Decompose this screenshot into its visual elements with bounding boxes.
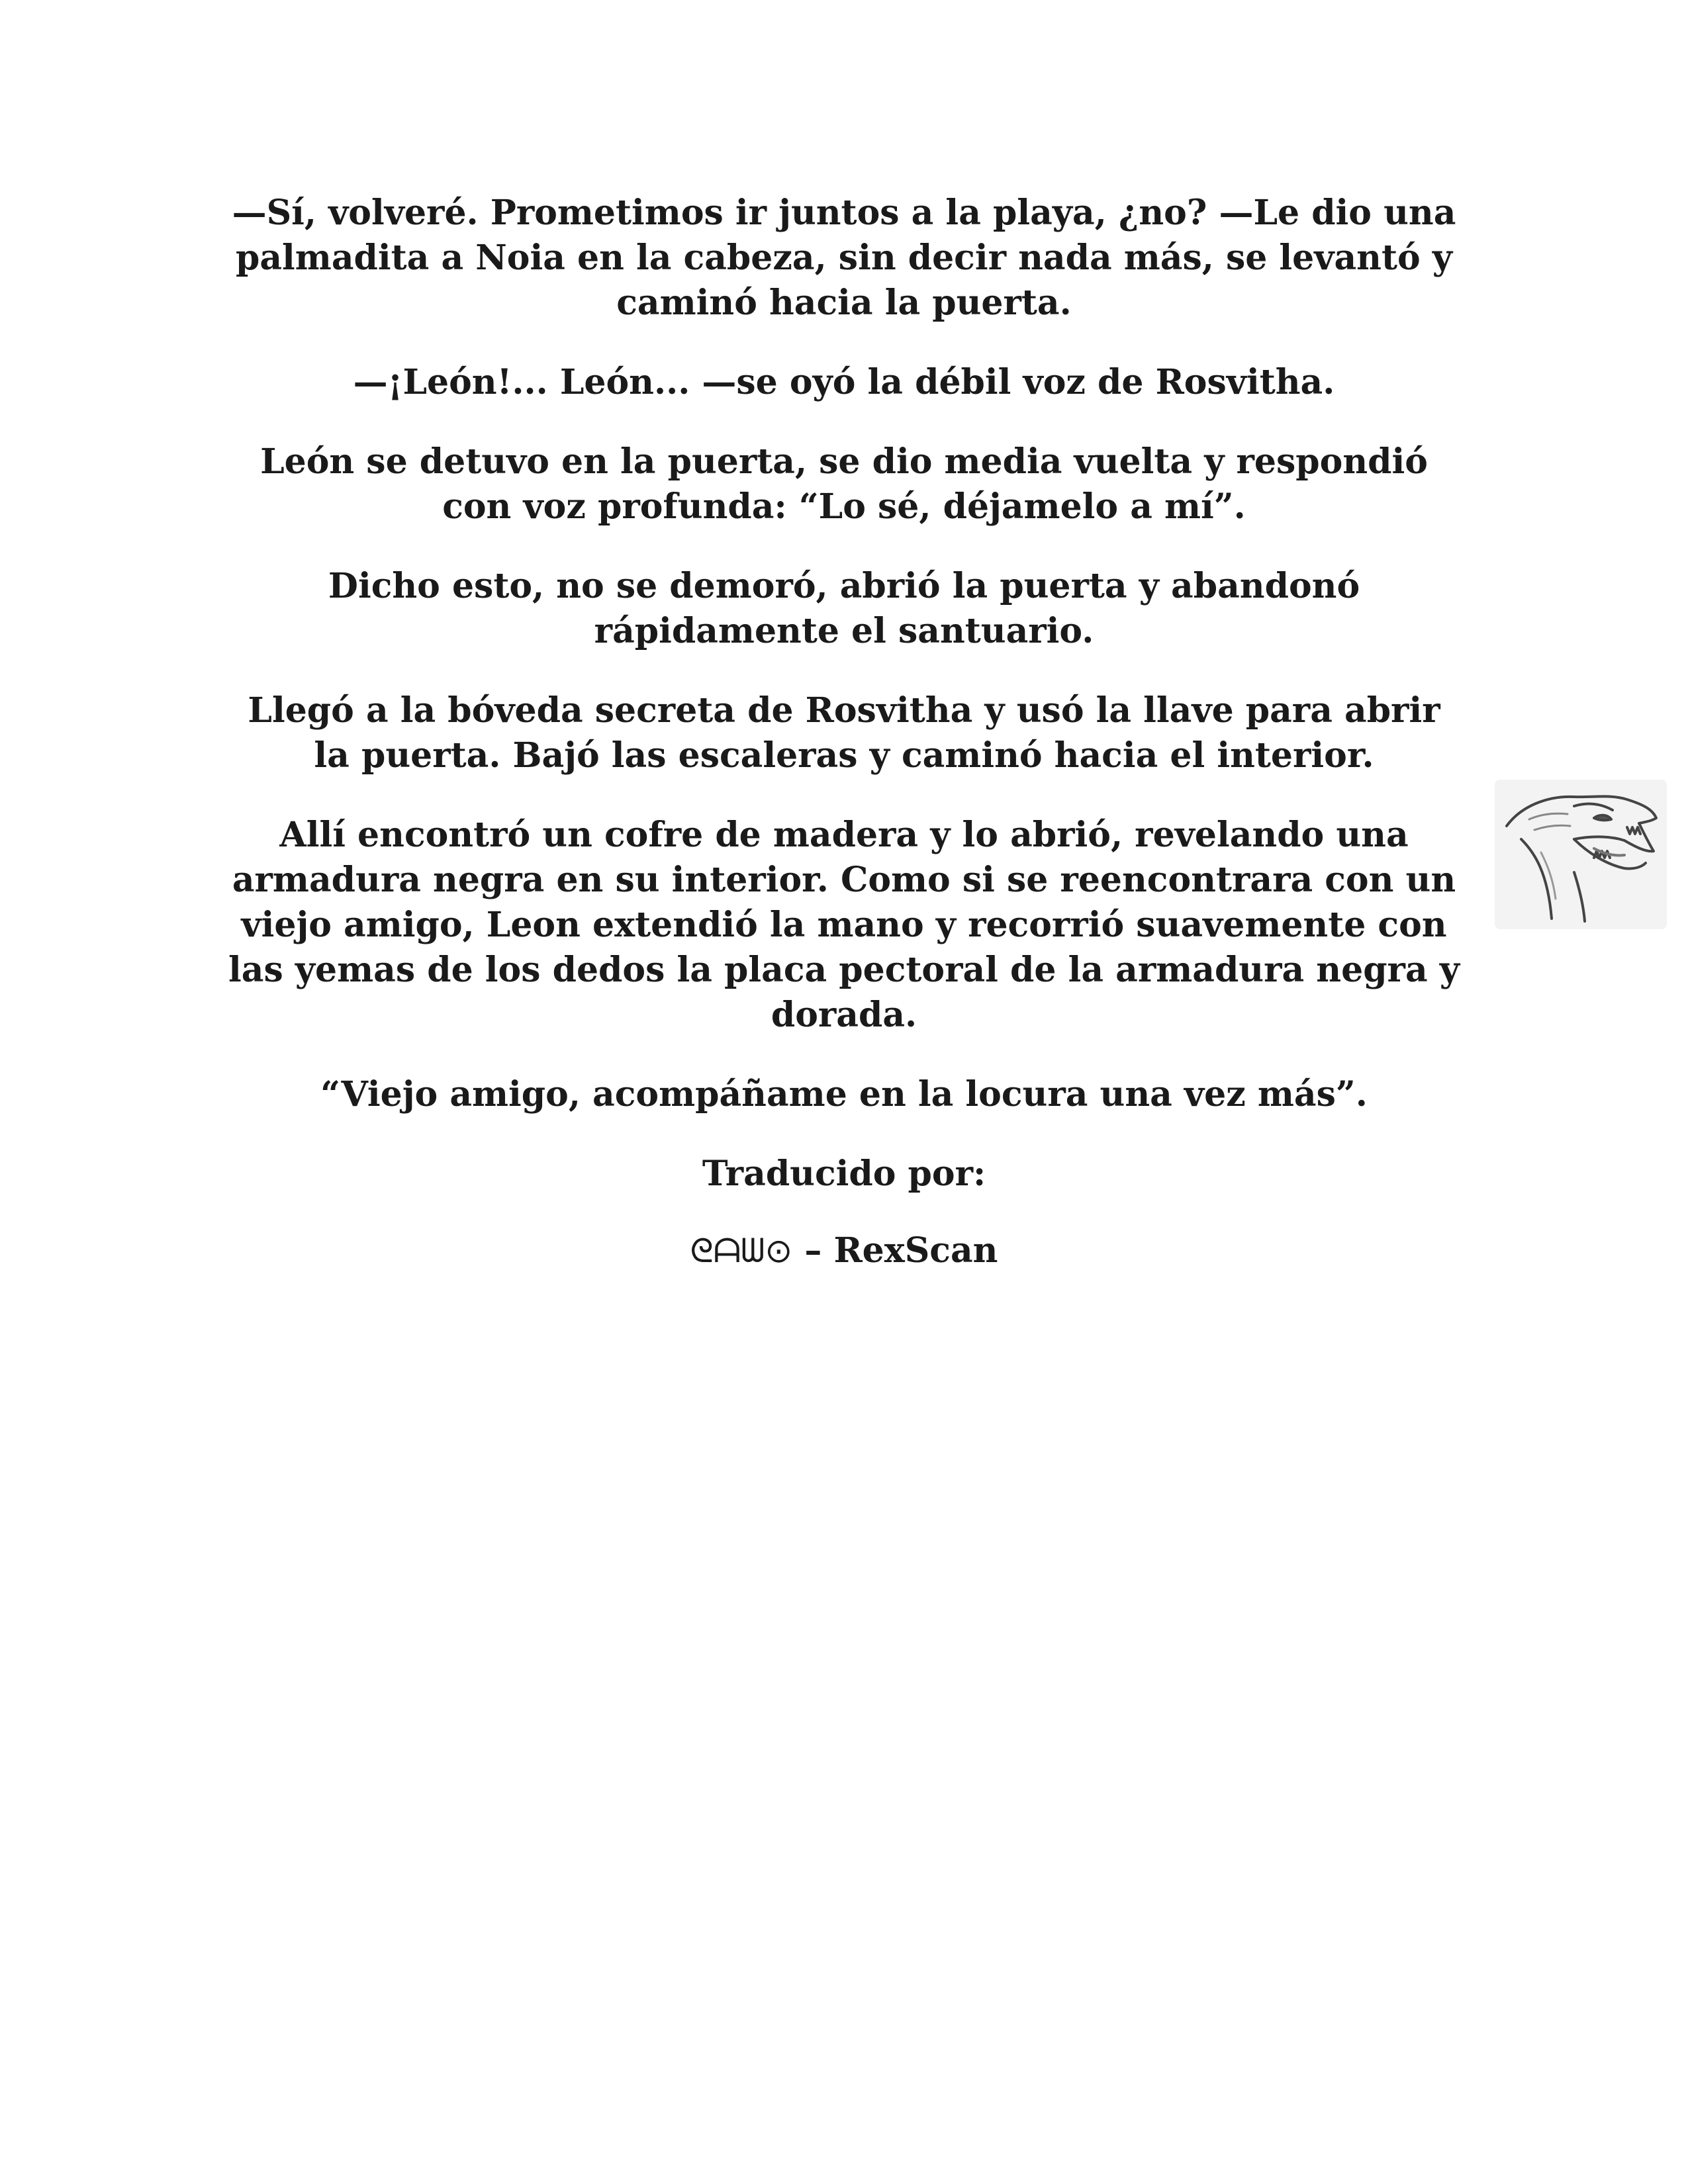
group-name: RexScan: [833, 1230, 998, 1271]
credits-heading: Traducido por:: [702, 1154, 986, 1194]
paragraph-6: Allí encontró un cofre de madera y lo abrió, revelando una armadura negra en su interior. Como si se reencontrara con un viejo amigo, Leon extendió la mano y recorrió suavemente con las yemas de los dedos la placa pectoral de la armadura negra y dorada.: [228, 815, 1460, 1035]
paragraph-1: —Sí, volveré. Prometimos ir juntos a la playa, ¿no? —Le dio una palmadita a Noia en la cabeza, sin decir nada más, se levantó y caminó hacia la puerta.: [232, 193, 1456, 323]
paragraph-3: León se detuvo en la puerta, se dio media vuelta y respondió con voz profunda: “Lo sé, déjamelo a mí”.: [260, 441, 1428, 527]
credits-line: [225, 1228, 1463, 1273]
dinosaur-head-icon: [1495, 780, 1667, 929]
paragraph-5: Llegó a la bóveda secreta de Rosvitha y usó la llave para abrir la puerta. Bajó las escaleras y caminó hacia el interior.: [248, 690, 1440, 776]
paragraph-7: “Viejo amigo, acompáñame en la locura una vez más”.: [320, 1074, 1368, 1115]
paragraph-2: —¡León!... León... —se oyó la débil voz de Rosvitha.: [353, 362, 1335, 402]
credits-separator: –: [792, 1230, 834, 1271]
paragraph-4: Dicho esto, no se demoró, abrió la puerta y abandonó rápidamente el santuario.: [328, 566, 1360, 651]
body-text: [225, 191, 1463, 1273]
translator-name: ᘓᗩᗯ⊙: [690, 1232, 793, 1270]
